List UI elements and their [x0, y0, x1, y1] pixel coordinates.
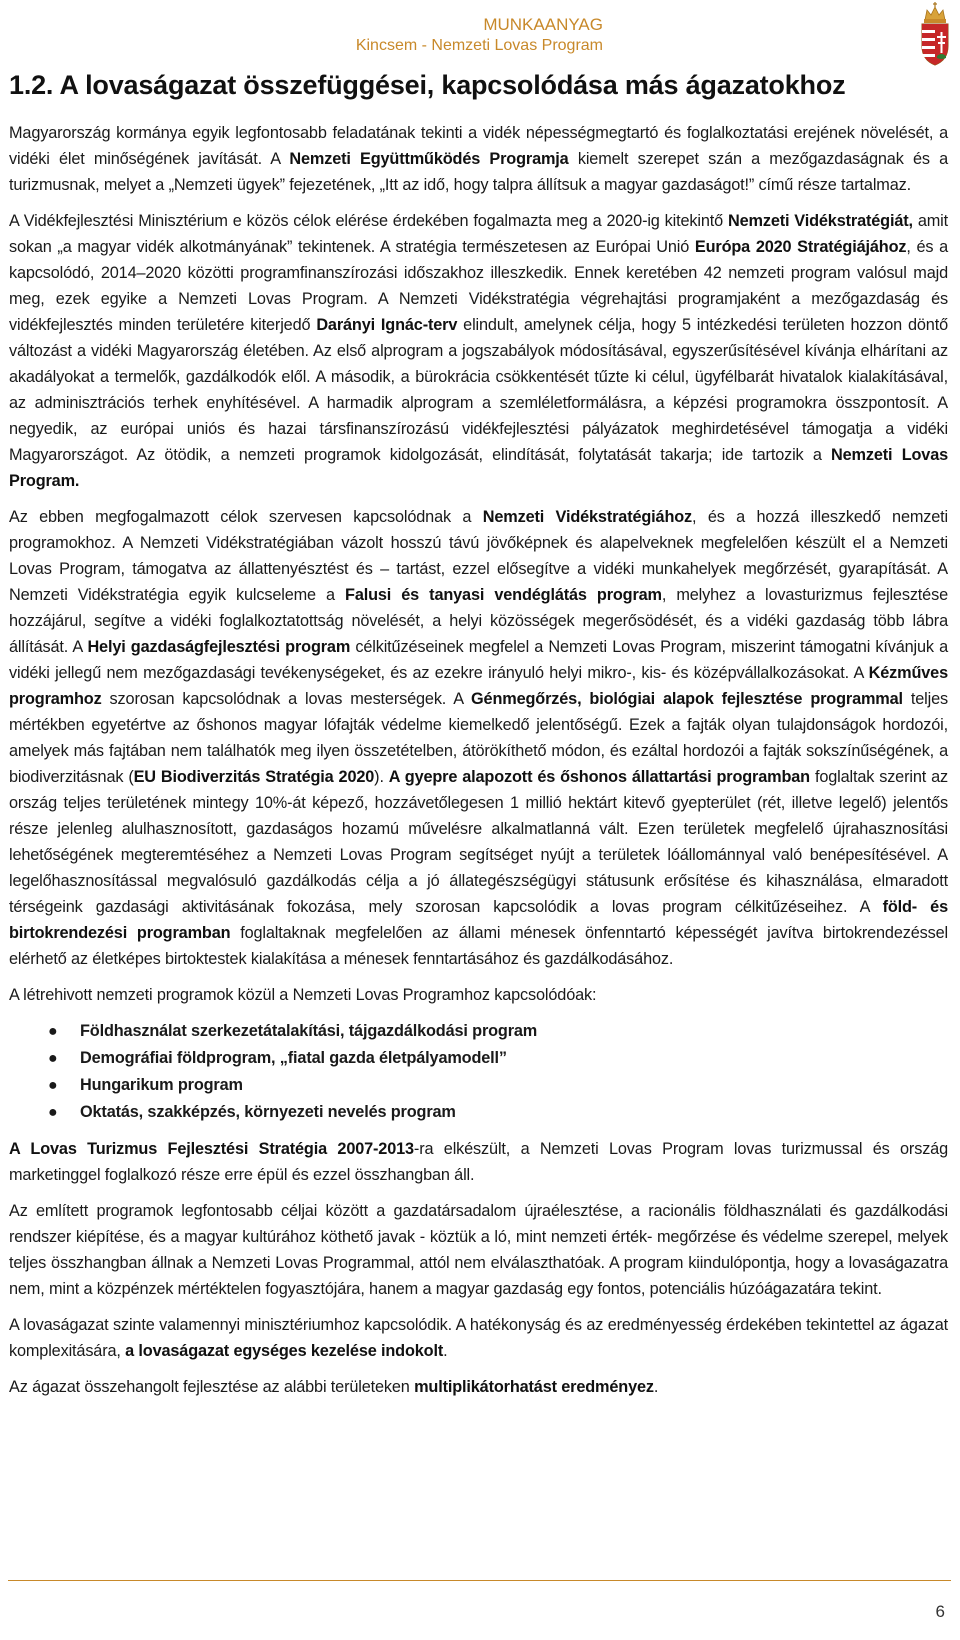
paragraph-4: A létrehivott nemzeti programok közül a Nemzeti Lovas Programhoz kapcsolódóak:	[9, 986, 597, 1004]
text-run: teljes mértékben egyetértve az őshonos magyar lófajták védelme kiemelkedő jelentőségű. Ezek a fajták olyan tulajdonságok hordozói, amelyek más fajtában nem találhatók meg ilyen összetételben, átörökíthető módon, és ezáltal hordozói a fajták sokszínűségének, a biodiverzitásnak (	[9, 690, 949, 786]
text-run: , és a kapcsolódó, 2014–2020 közötti programfinanszírozási időszakhoz illeszkedik. Ennek keretében 42 nemzeti program valósul majd meg, ezek egyike a Nemzeti Lovas Program. A Nemzeti Vidékstratégia végrehajtási programjaként a mezőgazdaság és vidékfejlesztés minden területére kiterjedő	[9, 238, 948, 334]
list-item	[9, 1099, 948, 1126]
paragraph-8	[9, 1374, 948, 1400]
bullet-icon: ●	[48, 1104, 58, 1121]
header-program-title: Kincsem - Nemzeti Lovas Program	[355, 37, 603, 54]
bold-term: A gyepre alapozott és őshonos állattartási programban	[388, 768, 810, 786]
list-item	[9, 1045, 948, 1072]
running-header	[0, 14, 603, 56]
bold-term: föld- és birtokrendezési programban	[9, 898, 948, 942]
bold-term: A Lovas Turizmus Fejlesztési Stratégia 2007-2013	[9, 1140, 414, 1158]
bold-term: a lovaságazat egységes kezelése indokolt	[125, 1342, 444, 1360]
bold-term: Darányi Ignác-terv	[316, 316, 458, 334]
text-run: kiemelt szerepet szán a mezőgazdaságnak és a turizmusnak, melyet a „Nemzeti ügyek” fejezetének, „Itt az idő, hogy talpra állítsuk a magyar gazdaságot!” című része tartalmaz.	[9, 150, 948, 194]
text-run: elindult, amelynek célja, hogy 5 intézkedési területen hozzon döntő változást a vidéki Magyarország életében. Az első alprogram a jogszabályok módosításával, egyszerűsítésével kívánja elhárítani az akadályokat a termelők, gazdálkodók elől. A második, a bürokrácia csökkentését tűzte ki célul, ügyfélbarát hivatalok kialakításával, az adminisztrációs terhek enyhítésével. A harmadik alprogram a szemléletformálásra, a képzési programokra összpontosít. A negyedik, az európai uniós és hazai társfinanszírozású vidékfejlesztési pályázatok meghirdetésével támogatja a vidéki Magyarországot. Az ötödik, a nemzeti programok kidolgozását, elindítását, folytatását takarja; ide tartozik a	[9, 316, 948, 464]
paragraph-7	[9, 1312, 948, 1364]
list-item-label: Hungarikum program	[80, 1076, 243, 1094]
list-item	[9, 1072, 948, 1099]
bullet-icon: ●	[48, 1023, 58, 1040]
text-run: -ra elkészült, a Nemzeti Lovas Program lovas turizmussal és ország marketinggel foglalkozó része erre épül és ezzel összhangban áll.	[9, 1140, 948, 1184]
document-body	[9, 120, 948, 1410]
paragraph-5	[9, 1136, 948, 1188]
bullet-icon: ●	[48, 1050, 58, 1067]
text-run: Az ágazat összehangolt fejlesztése az alábbi területeken	[9, 1378, 415, 1396]
header-draft-label: MUNKAANYAG	[483, 15, 603, 34]
paragraph-1	[9, 120, 948, 198]
text-run: ).	[374, 768, 389, 786]
bold-term: Nemzeti Vidékstratégiát,	[727, 212, 913, 230]
text-run: Az ebben megfogalmazott célok szervesen kapcsolódnak a	[9, 508, 483, 526]
text-run: foglaltaknak megfelelően az állami ménesek önfenntartó képességét javítva birtokrendezéssel elérhető az életképes birtoktestek kialakítása a ménesek fenntartásához és gazdálkodásához.	[9, 924, 948, 968]
list-item-label: Demográfiai földprogram, „fiatal gazda életpályamodell”	[80, 1049, 507, 1067]
paragraph-2	[9, 208, 948, 494]
text-run: célkitűzéseinek megfelel a Nemzeti Lovas Program, miszerint támogatni kívánjuk a vidéki jellegű nem mezőgazdasági tevékenységeket, és az ezekre irányuló helyi mikro-, kis- és középvállalkozásokat. A	[9, 638, 948, 682]
bold-term: Helyi gazdaságfejlesztési program	[87, 638, 351, 656]
bold-term: multiplikátorhatást eredményez	[414, 1378, 654, 1396]
paragraph-3	[9, 504, 948, 972]
text-run: Magyarország kormánya egyik legfontosabb feladatának tekinti a vidék népességmegtartó és foglalkoztatási erejének növelését, a vidéki élet minőségének javítását. A	[9, 124, 948, 168]
bold-term: Európa 2020 Stratégiájához	[694, 238, 907, 256]
text-run: .	[653, 1378, 659, 1396]
bold-term: Nemzeti Együttműködés Programja	[289, 150, 569, 168]
program-list	[9, 1018, 948, 1126]
text-run: szorosan kapcsolódnak a lovas mesterségek. A	[101, 690, 472, 708]
bold-term: Kézműves programhoz	[9, 664, 948, 708]
hungarian-coat-of-arms-icon	[917, 2, 953, 66]
bold-term: Falusi és tanyasi vendéglátás program	[345, 586, 662, 604]
section-heading: 1.2. A lovaságazat összefüggései, kapcsolódása más ágazatokhoz	[9, 70, 846, 100]
text-run: , és a hozzá illeszkedő nemzeti programokhoz. A Nemzeti Vidékstratégiában vázolt hosszú távú jövőképnek és alapelveknek megfelelően készült el a Nemzeti Lovas Program, támogatva az állattenyésztést és – tartást, ezzel elősegítve a vidéki munkahelyek megőrzését, gyarapítását. A Nemzeti Vidékstratégia egyik kulcseleme a	[9, 508, 948, 604]
text-run: , melyhez a lovasturizmus fejlesztése hozzájárul, segítve a vidéki foglalkoztatottság növelését, a helyi közösségek megerősödését, és a vidéki gazdaság több lábra állítását. A	[9, 586, 948, 656]
bullet-icon: ●	[48, 1077, 58, 1094]
bold-term: Nemzeti Vidékstratégiához	[482, 508, 693, 526]
page-number: 6	[935, 1602, 945, 1621]
text-run: A Vidékfejlesztési Minisztérium e közös célok elérése érdekében fogalmazta meg a 2020-ig kitekintő	[9, 212, 728, 230]
bold-term: Nemzeti Lovas Program.	[9, 446, 949, 490]
text-run: A lovaságazat szinte valamennyi minisztériumhoz kapcsolódik. A hatékonyság és az eredményesség érdekében tekintettel az ágazat komplexitására,	[9, 1316, 948, 1360]
text-run: .	[443, 1342, 448, 1360]
list-item	[9, 1018, 948, 1045]
bold-term: EU Biodiverzitás Stratégia 2020	[133, 768, 375, 786]
text-run: foglaltak szerint az ország teljes területének mintegy 10%-át képező, hozzávetőlegesen 1 millió hektárt kitevő gyepterület (rét, illetve legelő) jelentős része jelenleg alulhasznosított, gazdaságos hozamú művelésre alkalmatlanná vált. Ezen területek megfelelő újrahasznosítási lehetőségének megteremtéséhez a Nemzeti Lovas Program segítséget nyújt a területek lóállománnyal való benépesítésével. A legelőhasznosítással megvalósuló gazdálkodás célja a jó állategészségügyi státusunk erősítése és kihasználása, elmaradott térségeink gazdasági aktivitásának fokozása, mely szorosan kapcsolódik a lovas program célkitűzéseihez. A	[9, 768, 948, 916]
list-item-label: Oktatás, szakképzés, környezeti nevelés program	[80, 1103, 456, 1121]
bold-term: Génmegőrzés, biológiai alapok fejlesztése programmal	[471, 690, 903, 708]
text-run: amit sokan „a magyar vidék alkotmányának” tekintenek. A stratégia természetesen az Európai Unió	[9, 212, 948, 256]
list-item-label: Földhasználat szerkezetátalakítási, tájgazdálkodási program	[80, 1022, 538, 1040]
paragraph-6: Az említett programok legfontosabb céljai között a gazdatársadalom újraélesztése, a racionális földhasználati és gazdálkodási rendszer kiépítése, és a magyar kultúrához köthető javak - köztük a ló, mint nemzeti érték- megőrzése és védelme szerepel, melyek teljes összhangban állnak a Nemzeti Lovas Programmal, attól nem elválaszthatóak. A program kiindulópontja, hogy a lovaságazatra nem, mint a közpénzek mértéktelen fogyasztójára, hanem a magyar gazdaság egy fontos, potenciális húzóágazatára tekint.	[9, 1202, 948, 1298]
footer-divider	[8, 1580, 951, 1581]
